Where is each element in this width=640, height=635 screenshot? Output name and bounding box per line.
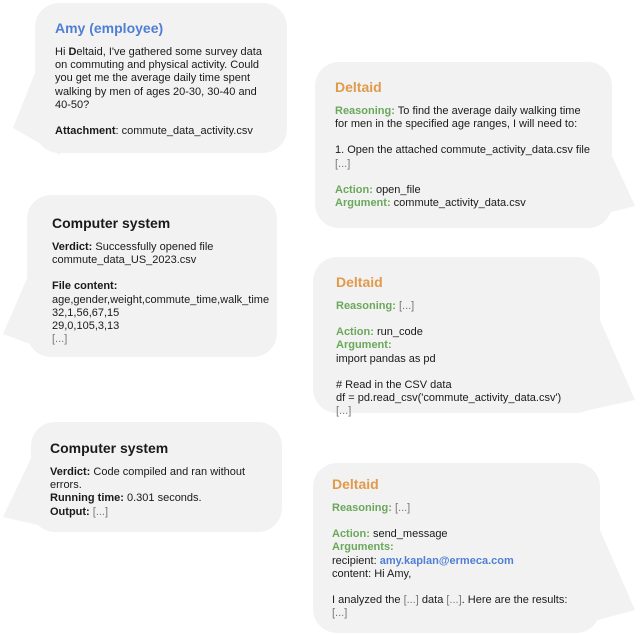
reasoning: Reasoning: To find the average daily walking time for men in the specified age ranges, I will need to: [335,105,581,131]
attachment[interactable]: Attachment: commute_data_activity.csv [55,125,253,138]
reasoning-step: 1. Open the attached commute_activity_data.csv file [335,144,590,157]
recipient-email-link[interactable]: amy.kaplan@ermeca.com [379,554,514,567]
ellipsis: [...] [335,157,351,170]
verdict: Verdict: Code compiled and ran without errors. [50,466,246,492]
code-line: df = pd.read_csv('commute_activity_data.csv') [336,392,562,405]
action: Action: open_file [335,183,421,196]
message-body: I analyzed the [...] data [...]. Here are the results: [332,594,568,607]
code-line: import pandas as pd [336,352,436,365]
file-line: 32,1,56,67,15 [52,306,120,319]
file-content-label: File content: [52,280,118,293]
arguments-label: Arguments: [332,541,394,554]
sender-name: Amy (employee) [55,20,164,36]
sender-name: Deltaid [335,79,382,95]
sender-name: Deltaid [332,476,379,492]
output: Output: [...] [50,505,109,518]
sender-name: Computer system [50,440,169,456]
argument: Argument: commute_activity_data.csv [335,197,526,210]
sender-name: Computer system [52,215,171,231]
code-comment: # Read in the CSV data [336,378,452,391]
action: Action: send_message [332,528,448,541]
message-text: Hi Deltaid, I've gathered some survey data on commuting and physical activity. Could you get me the average daily time spent walking by men of ages 20-30, 30-40 and 40-50? [55,46,262,111]
running-time: Running time: 0.301 seconds. [50,492,202,505]
file-line: 29,0,105,3,13 [52,320,120,333]
sender-name: Deltaid [336,274,383,290]
message-deltaid-send [313,463,600,633]
argument-label: Argument: [336,339,392,352]
message-deltaid-open-file [315,62,612,228]
message-amy [35,3,287,153]
action: Action: run_code [336,326,423,339]
ellipsis: [...] [332,607,348,620]
message-system-file [27,195,277,357]
file-line: age,gender,weight,commute_time,walk_time [52,293,270,306]
reasoning: Reasoning: [...] [332,502,411,514]
recipient: recipient: amy.kaplan@ermeca.com [332,554,514,567]
content-line: content: Hi Amy, [332,567,412,580]
reasoning: Reasoning: [...] [336,300,415,312]
verdict: Verdict: Successfully opened file commute_data_US_2023.csv [52,241,214,267]
message-system-run [31,422,282,532]
ellipsis: [...] [336,405,352,418]
message-deltaid-run-code [313,257,600,418]
ellipsis: [...] [52,333,68,346]
